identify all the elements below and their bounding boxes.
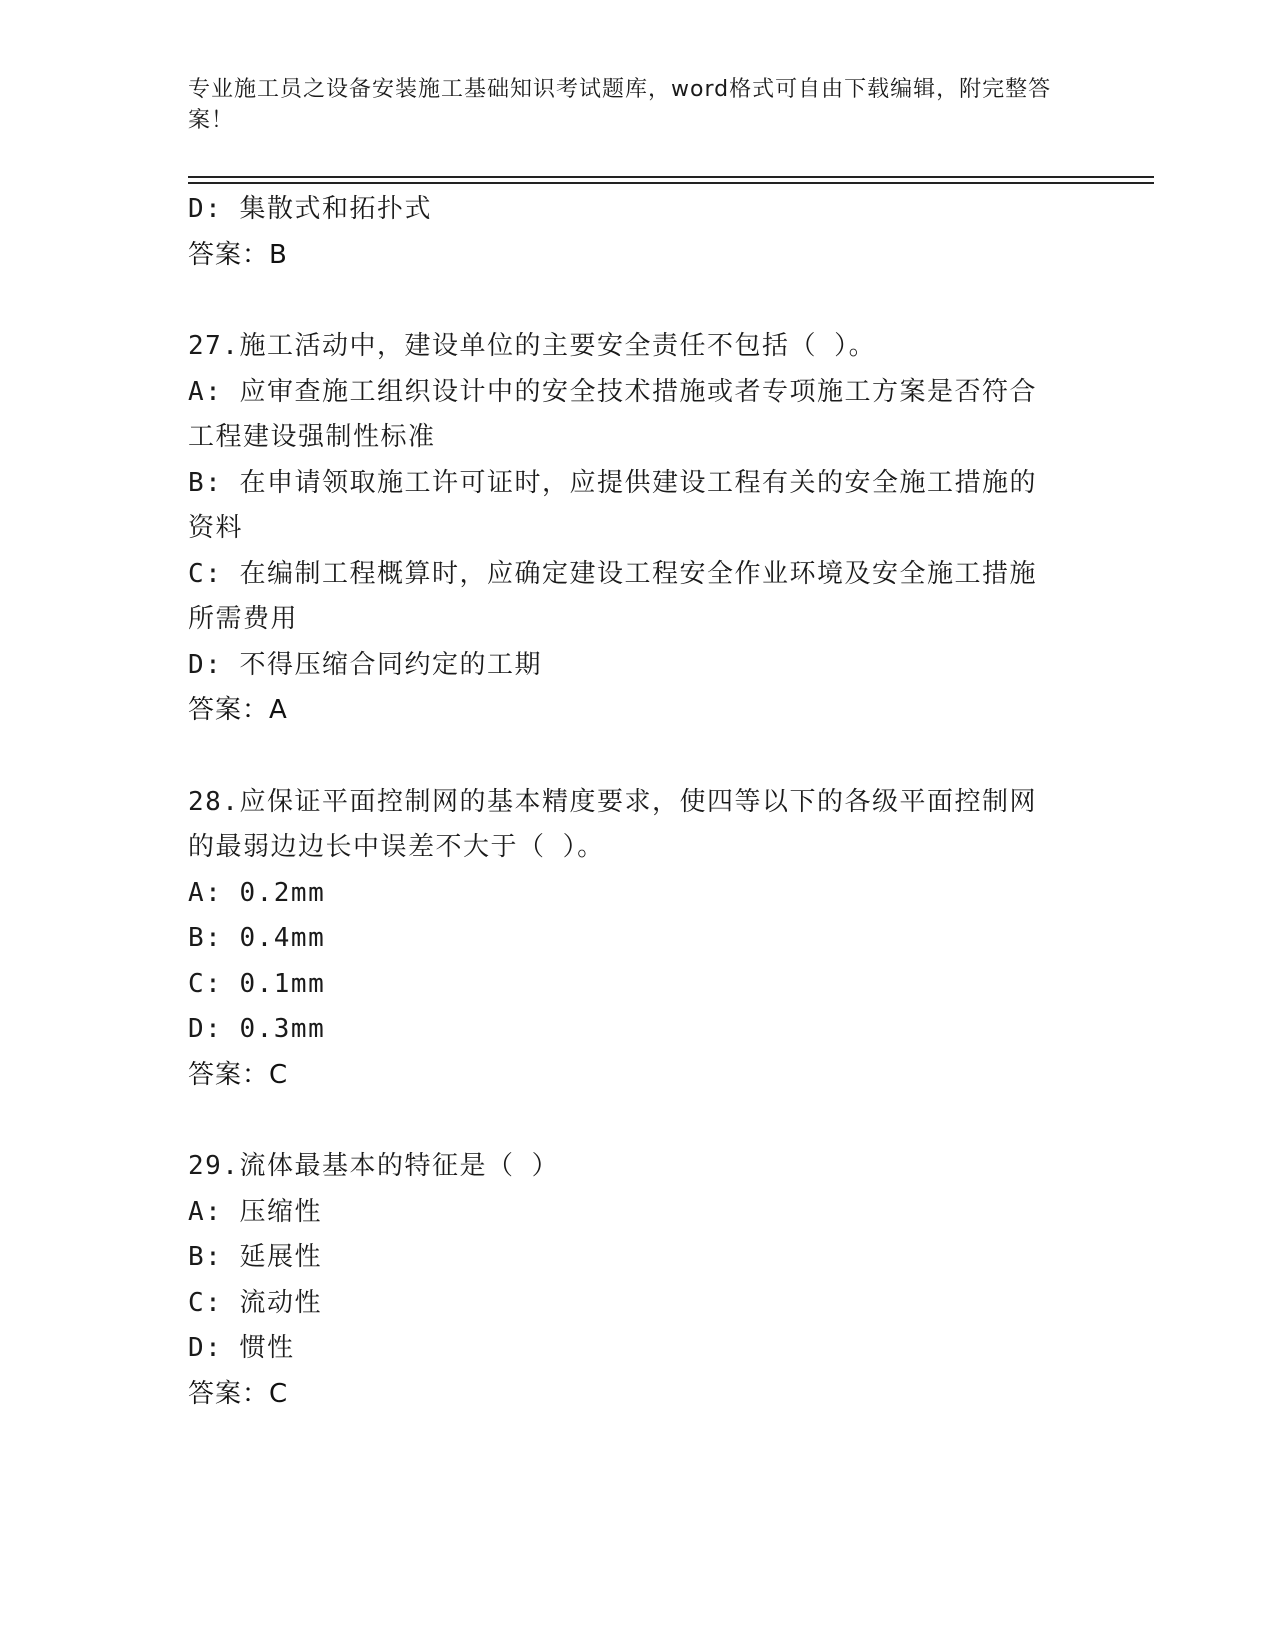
option-b: B: 延展性 [188,1242,322,1272]
option-b: B: 0.4mm [188,923,326,953]
option-a: A: 压缩性 [188,1196,322,1227]
question-stem-line-2: 的最弱边边长中误差不大于（ ）。 [188,832,605,862]
question-stem-line-1: 28.应保证平面控制网的基本精度要求，使四等以下的各级平面控制网 [188,786,1037,817]
option-c-line-1: C: 在编制工程概算时，应确定建设工程安全作业环境及安全施工措施 [188,558,1037,589]
spacer [188,1098,1088,1144]
answer-line: 答案：B [188,239,288,270]
option-c: C: 流动性 [188,1287,322,1318]
header-rule-bottom [188,182,1154,184]
previous-question-tail [188,187,1088,278]
header-rule-top [188,176,1154,178]
option-b-line-2: 资料 [188,513,244,543]
option-d: D: 惯性 [188,1333,295,1363]
option-c: C: 0.1mm [188,968,326,999]
answer-line: 答案：A [188,695,288,725]
answer-line: 答案：C [188,1059,289,1090]
question-27 [188,324,1088,734]
document-header: 专业施工员之设备安装施工基础知识考试题库，word格式可自由下载编辑，附完整答案！ [188,77,1052,133]
option-a: A: 0.2mm [188,877,326,908]
question-content [188,187,1088,1417]
spacer [188,278,1088,324]
answer-line: 答案：C [188,1378,289,1409]
option-d: D: 0.3mm [188,1014,326,1044]
option-d: D: 不得压缩合同约定的工期 [188,649,542,680]
spacer [188,734,1088,780]
question-stem: 27.施工活动中，建设单位的主要安全责任不包括（ ）。 [188,331,877,361]
option-c-line-2: 所需费用 [188,604,299,634]
option-d: D: 集散式和拓扑式 [188,194,432,224]
option-a-line-1: A: 应审查施工组织设计中的安全技术措施或者专项施工方案是否符合 [188,376,1037,407]
question-28 [188,780,1088,1099]
question-stem: 29.流体最基本的特征是（ ） [188,1151,560,1181]
option-b-line-1: B: 在申请领取施工许可证时，应提供建设工程有关的安全施工措施的 [188,467,1037,498]
option-a-line-2: 工程建设强制性标准 [188,422,436,452]
question-29 [188,1144,1088,1417]
